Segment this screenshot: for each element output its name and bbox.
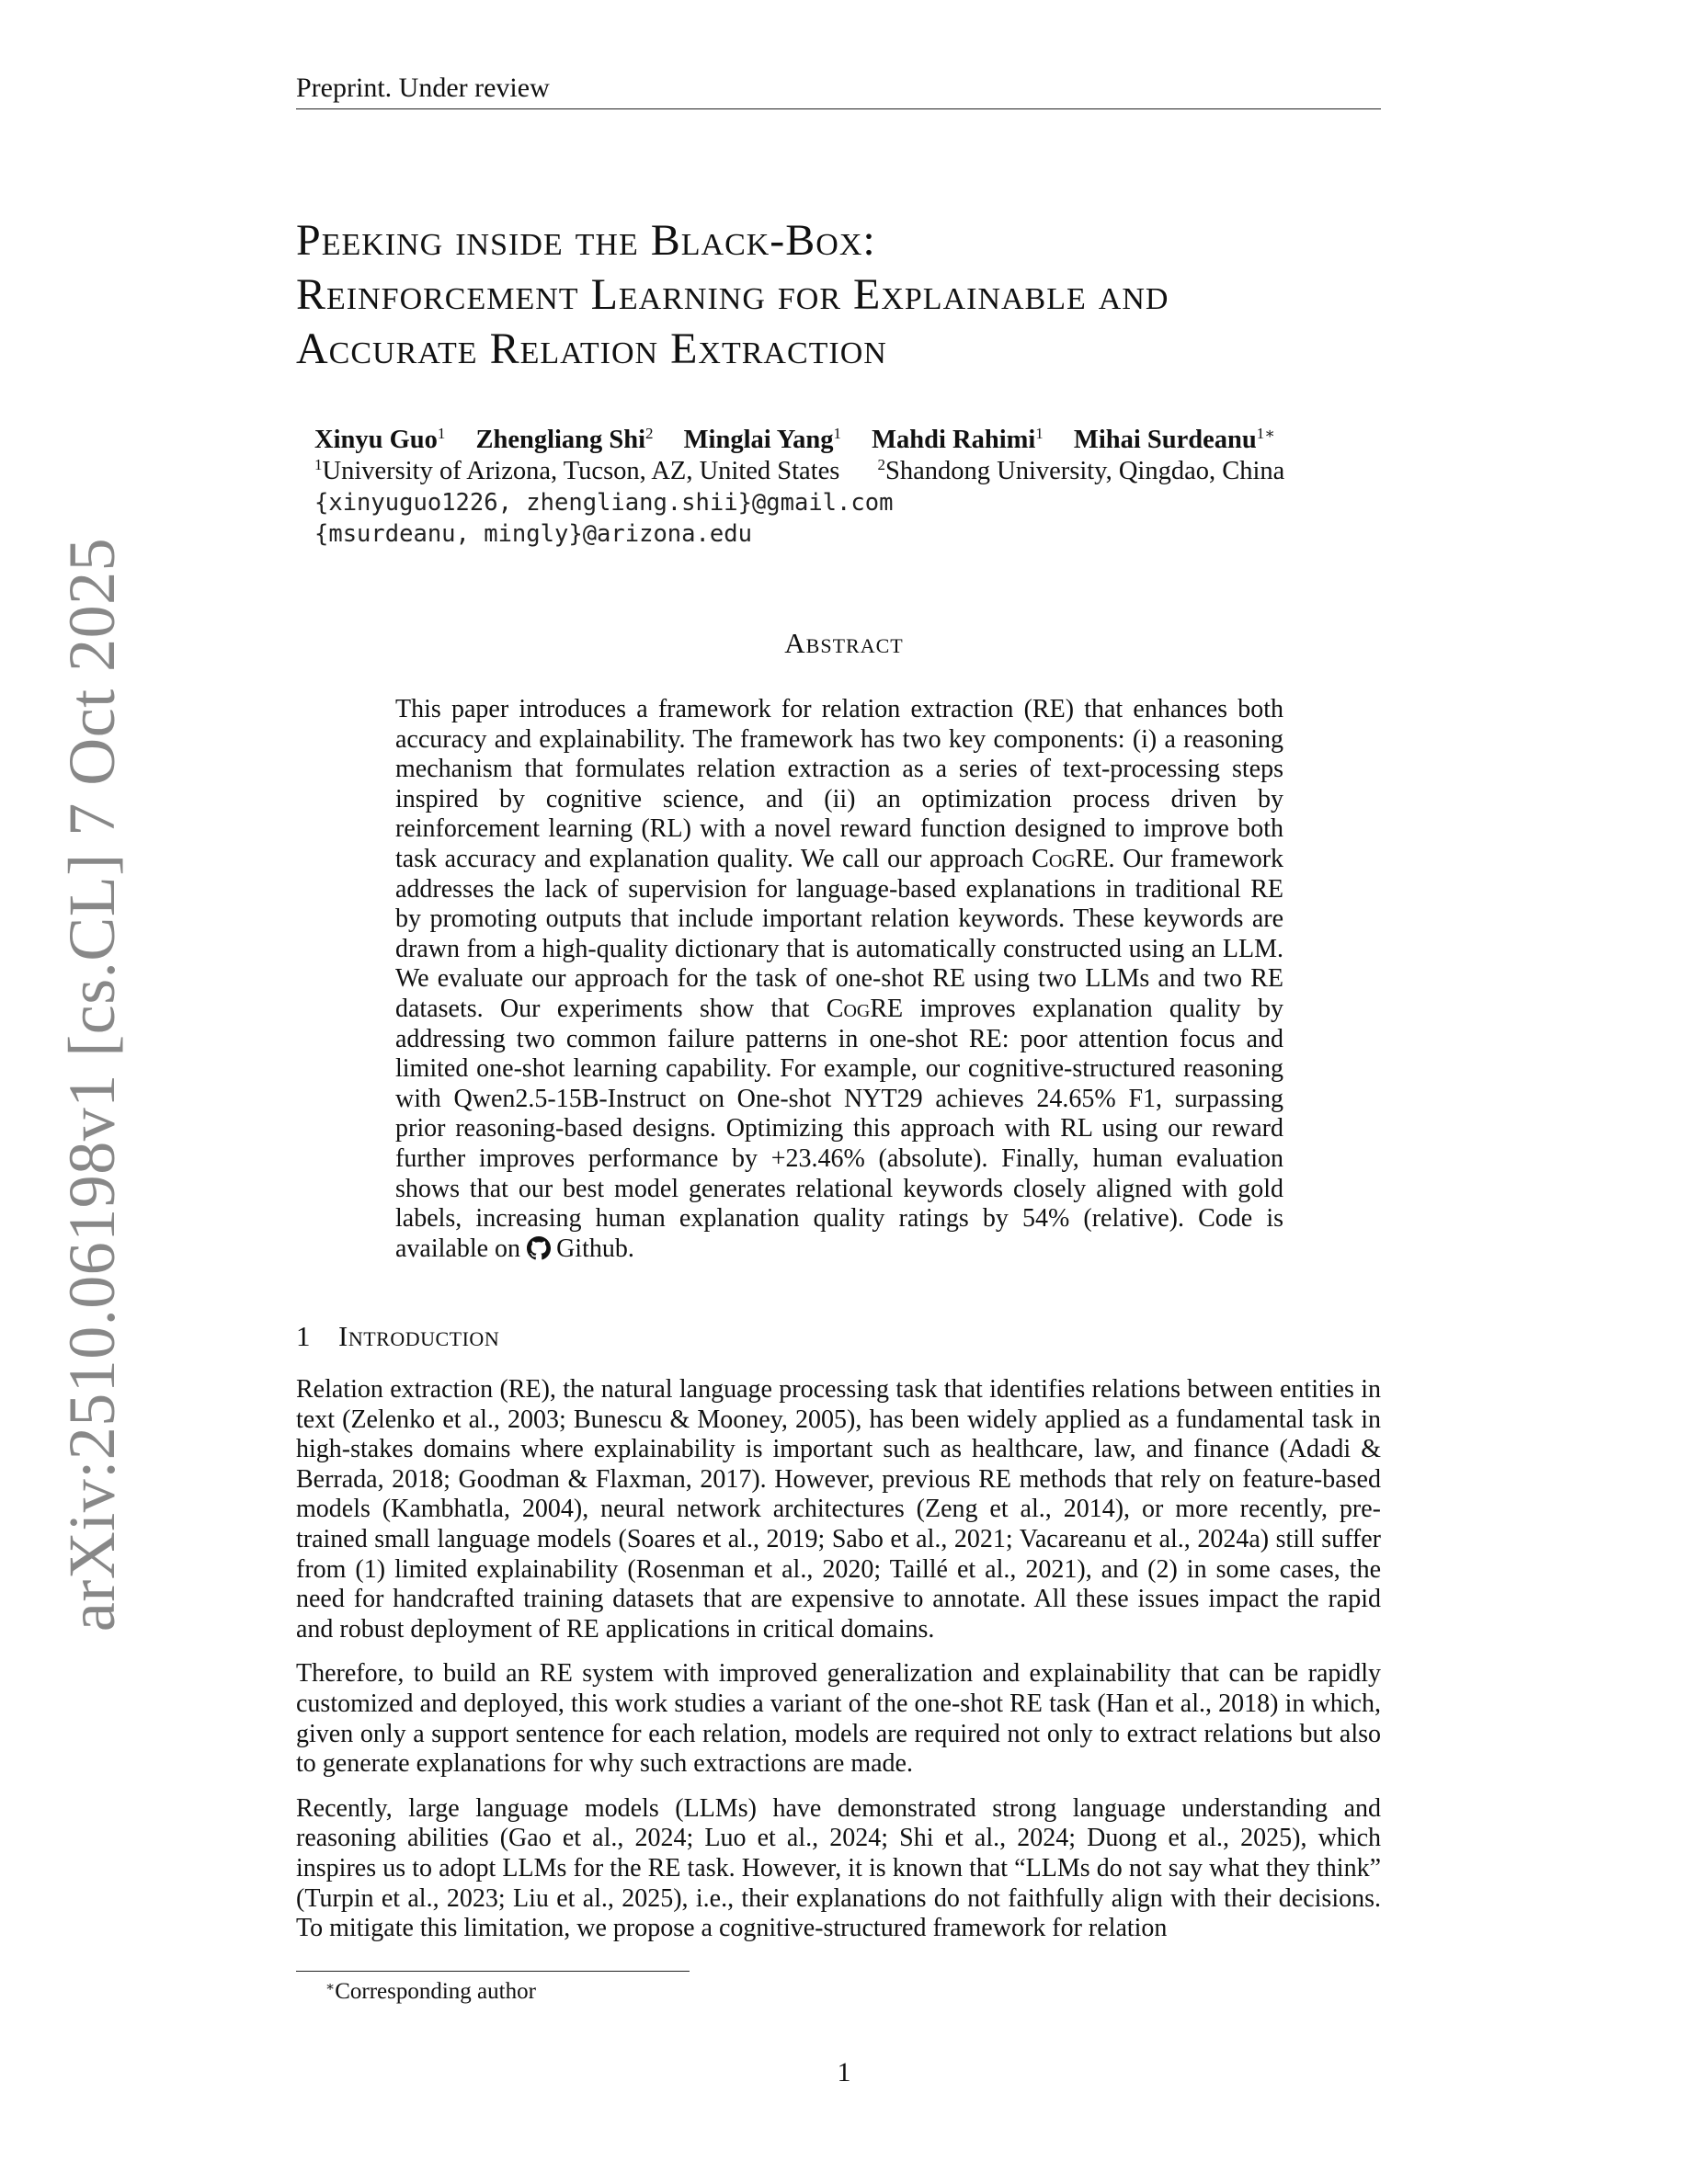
introduction-body xyxy=(296,1375,1381,1959)
paragraph: Therefore, to build an RE system with improved generalization and explainability that can be rapidly customized and deployed, this work studies a variant of the one-shot RE task (Han et al., 2018) in which, given only a support sentence for each relation, models are required not only to extract relations but also to generate explanations for why such extractions are made. xyxy=(296,1659,1381,1779)
page-number: 1 xyxy=(837,2057,851,2087)
method-name: CogRE xyxy=(1032,844,1109,873)
author: Mihai Surdeanu$^{1∗}$ xyxy=(1073,425,1275,454)
author: Mahdi Rahimi$^1$ xyxy=(872,425,1044,454)
abstract-heading: Abstract xyxy=(784,627,904,659)
title-line: Reinforcement Learning for Explainable and xyxy=(296,270,1169,319)
affiliations xyxy=(314,456,1418,487)
affiliation: $^1$University of Arizona, Tucson, AZ, United States xyxy=(314,456,840,485)
email-line[interactable]: {msurdeanu, mingly}@arizona.edu xyxy=(314,520,752,548)
footnote: ∗Corresponding author xyxy=(325,1979,536,2004)
method-name: CogRE xyxy=(826,994,904,1023)
author: Xinyu Guo$^1$ xyxy=(314,425,446,454)
section-number: 1 xyxy=(296,1320,311,1352)
paragraph: Recently, large language models (LLMs) have demonstrated strong language understanding and reasoning abilities (Gao et al., 2024; Luo et al., 2024; Shi et al., 2024; Duong et al., 2025), which inspires us to adopt LLMs for the RE task. However, it is known that “LLMs do not say what they think” (Turpin et al., 2023; Liu et al., 2025), i.e., their explanations do not faithfully align with their decisions. To mitigate this limitation, we propose a cognitive-structured framework for relation xyxy=(296,1793,1381,1943)
author: Minglai Yang$^1$ xyxy=(683,425,842,454)
arxiv-identifier[interactable]: arXiv:2510.06198v1 [cs.CL] 7 Oct 2025 xyxy=(55,537,129,1632)
section-title: Introduction xyxy=(338,1320,500,1352)
section-heading xyxy=(296,1320,499,1353)
github-icon xyxy=(527,1236,551,1260)
title-line: Peeking inside the Black-Box: xyxy=(296,216,876,265)
running-head: Preprint. Under review xyxy=(296,72,1381,109)
affiliation: $^2$Shandong University, Qingdao, China xyxy=(877,456,1285,485)
title-line: Accurate Relation Extraction xyxy=(296,324,887,373)
footnote-divider xyxy=(296,1971,690,1972)
paper-title xyxy=(296,213,1436,376)
email-line[interactable]: {xinyuguo1226, zhengliang.shii}@gmail.com xyxy=(314,489,894,517)
author-list xyxy=(314,425,1418,456)
paragraph: Relation extraction (RE), the natural language processing task that identifies relations between entities in text (Zelenko et al., 2003; Bunescu & Mooney, 2005), has been widely applied as a fundamental task in high-stakes domains where explainability is important such as healthcare, law, and finance (Adadi & Berrada, 2018; Goodman & Flaxman, 2017). However, previous RE methods that rely on feature-based models (Kambhatla, 2004), neural network architectures (Zeng et al., 2014), or more recently, pre-trained small language models (Soares et al., 2019; Sabo et al., 2021; Vacareanu et al., 2024a) still suffer from (1) limited explainability (Rosenman et al., 2020; Taillé et al., 2021), and (2) in some cases, the need for handcrafted training datasets that are expensive to annotate. All these issues impact the rapid and robust deployment of RE applications in critical domains. xyxy=(296,1375,1381,1644)
abstract-body: This paper introduces a framework for relation extraction (RE) that enhances both accuracy and explainability. The framework has two key components: (i) a reasoning mechanism that formulates relation extraction as a series of text-processing steps inspired by cognitive science, and (ii) an optimization process driven by reinforcement learning (RL) with a novel reward function designed to improve both task accuracy and explanation quality. We call our approach CogRE. Our framework addresses the lack of supervision for language-based explanations in traditional RE by promoting outputs that include important relation keywords. These keywords are drawn from a high-quality dictionary that is automatically constructed using an LLM. We evaluate our approach for the task of one-shot RE using two LLMs and two RE datasets. Our experiments show that CogRE improves explanation quality by addressing two common failure patterns in one-shot RE: poor attention focus and limited one-shot learning capability. For example, our cognitive-structured reasoning with Qwen2.5-15B-Instruct on One-shot NYT29 achieves 24.65% F1, surpassing prior reasoning-based designs. Optimizing this approach with RL using our reward further improves performance by +23.46% (absolute). Finally, human evaluation shows that our best model generates relational keywords closely aligned with gold labels, increasing human explanation quality ratings by 54% (relative). Code is available on Github. xyxy=(395,695,1284,1263)
author: Zhengliang Shi$^2$ xyxy=(475,425,654,454)
github-link[interactable]: Github xyxy=(527,1234,628,1263)
